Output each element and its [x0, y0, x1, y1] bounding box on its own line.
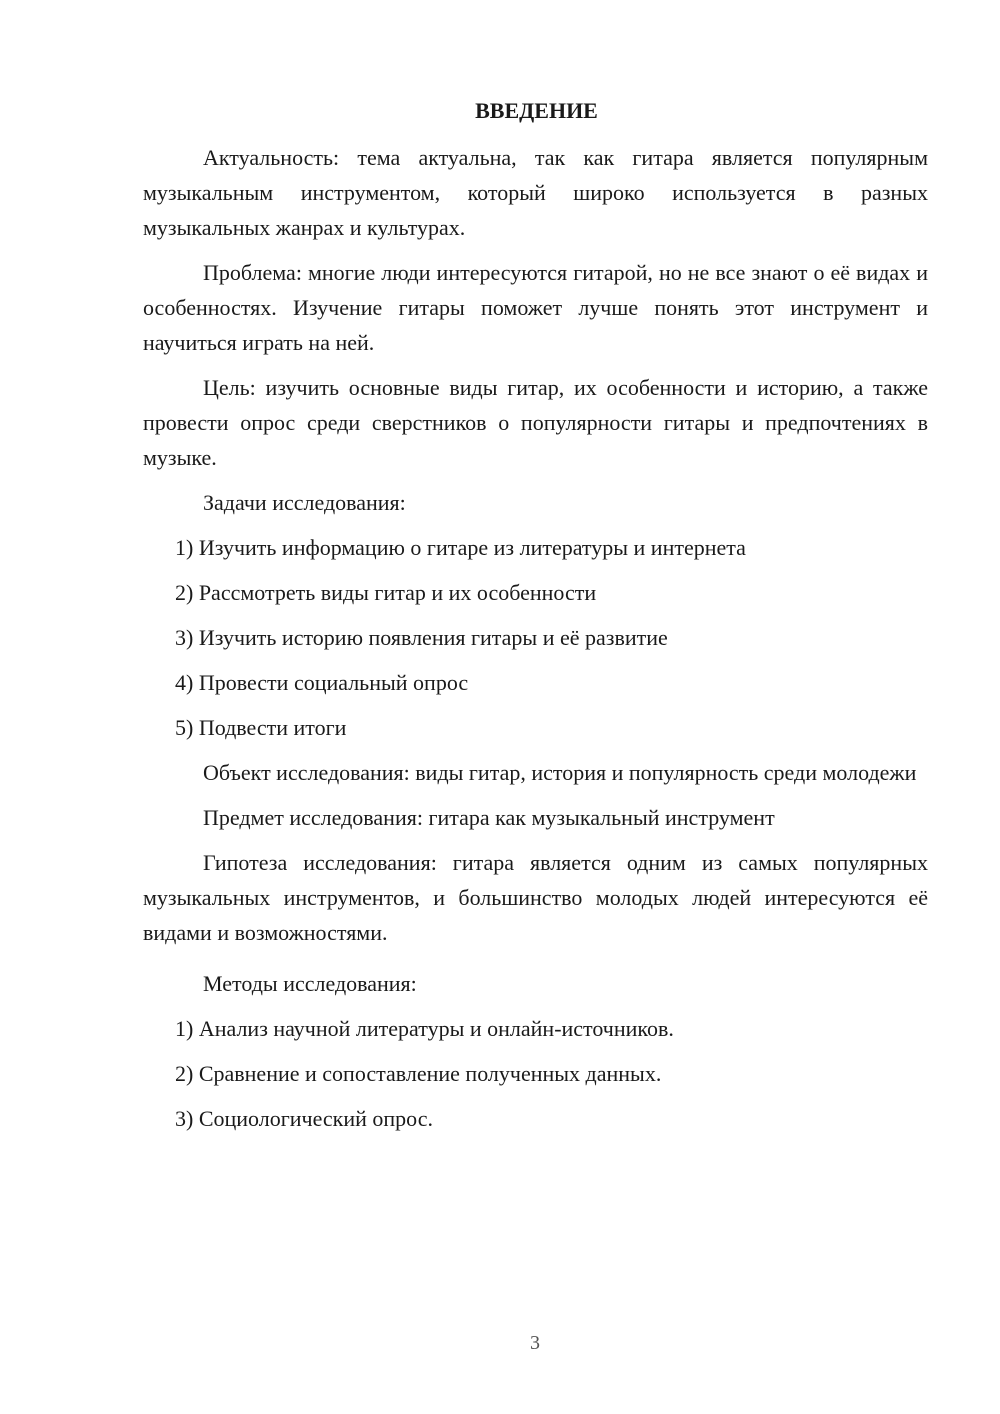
- method-item: 3) Социологический опрос.: [175, 1106, 433, 1131]
- methods-heading: Методы исследования:: [203, 971, 417, 996]
- task-item: 2) Рассмотреть виды гитар и их особенности: [175, 580, 597, 605]
- relevance-paragraph: Актуальность: тема актуальна, так как гитара является популярным музыкальным инструментом, который широко используется в разных музыкальных жанрах и культурах.: [143, 145, 928, 240]
- hypothesis-paragraph: Гипотеза исследования: гитара является одним из самых популярных музыкальных инструментов, и большинство молодых людей интересуются её видами и возможностями.: [143, 850, 928, 945]
- task-item: 1) Изучить информацию о гитаре из литературы и интернета: [175, 535, 746, 560]
- task-item: 3) Изучить историю появления гитары и её развитие: [175, 625, 668, 650]
- page-number: 3: [530, 1332, 540, 1354]
- section-title: ВВЕДЕНИЕ: [475, 98, 598, 123]
- problem-paragraph: Проблема: многие люди интересуются гитарой, но не все знают о её видах и особенностях. Изучение гитары поможет лучше понять этот инструмент и научиться играть на ней.: [143, 260, 928, 355]
- task-item: 4) Провести социальный опрос: [175, 670, 469, 695]
- task-item: 5) Подвести итоги: [175, 715, 347, 740]
- tasks-heading: Задачи исследования:: [203, 490, 406, 515]
- method-item: 2) Сравнение и сопоставление полученных данных.: [175, 1061, 662, 1086]
- goal-paragraph: Цель: изучить основные виды гитар, их особенности и историю, а также провести опрос среди сверстников о популярности гитары и предпочтениях в музыке.: [143, 375, 928, 470]
- page-content: [143, 93, 928, 1146]
- subject-paragraph: Предмет исследования: гитара как музыкальный инструмент: [203, 805, 775, 830]
- method-item: 1) Анализ научной литературы и онлайн-источников.: [175, 1016, 674, 1041]
- object-paragraph: Объект исследования: виды гитар, история и популярность среди молодежи: [203, 760, 917, 785]
